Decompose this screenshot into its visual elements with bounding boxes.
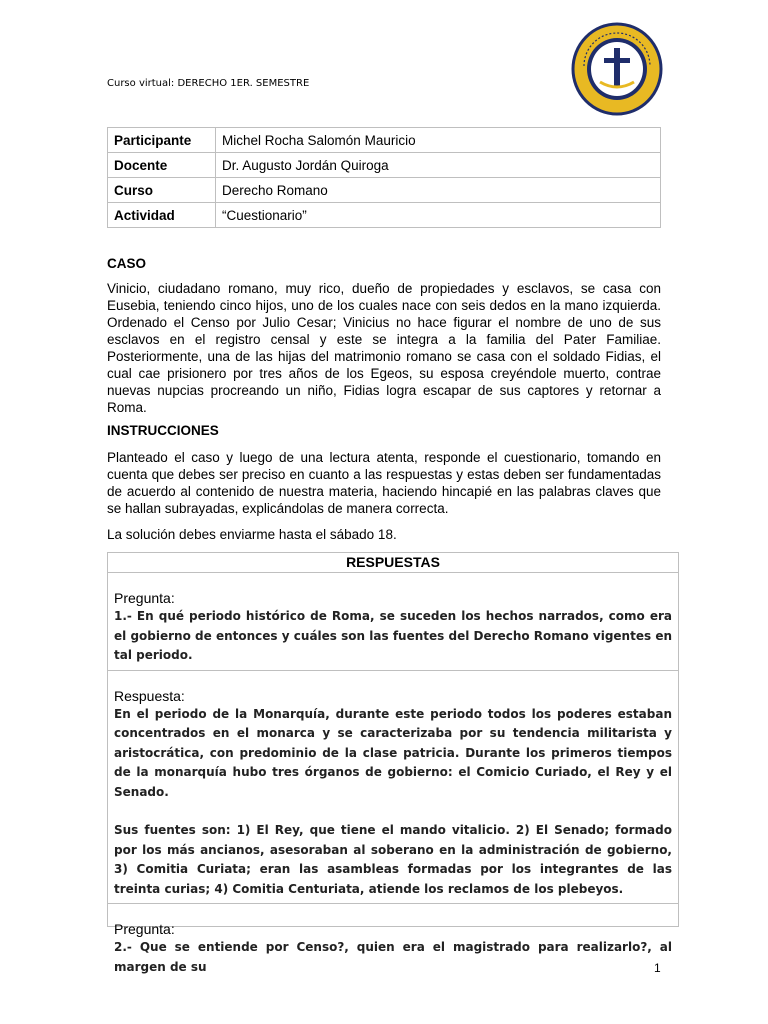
pregunta-cell [108,573,678,671]
caso-heading: CASO [107,256,147,271]
info-row-docente [108,153,661,178]
info-value: Dr. Augusto Jordán Quiroga [216,153,661,178]
university-seal-logo [570,22,664,116]
info-label: Participante [108,128,216,153]
respuesta-label: Respuesta: [114,687,185,704]
instrucciones-heading: INSTRUCCIONES [107,423,219,438]
pregunta-label: Pregunta: [114,590,175,606]
info-label: Docente [108,153,216,178]
page-number: 1 [654,961,661,975]
pregunta-text: 1.- En qué periodo histórico de Roma, se suceden los hechos narrados, como era el gobierno de entonces y cuáles son las fuentes del Derecho Romano vigentes en tal periodo. [114,609,672,662]
respuestas-table [107,552,679,974]
info-row-actividad [108,203,661,228]
participant-info-table [107,127,661,228]
respuesta-paragraph: En el periodo de la Monarquía, durante este periodo todos los poderes estaban concentrados en el monarca y se caracterizaba por su tendencia militarista y aristocrática, con predominio de la clase patricia. Durante los primeros tiempos de la monarquía hubo tres órganos de gobierno: el Comicio Curiado, el Rey y el Senado. [114,706,672,799]
info-value: Michel Rocha Salomón Mauricio [216,128,661,153]
pregunta-text: 2.- Que se entiende por Censo?, quien era el magistrado para realizarlo?, al margen de su [114,940,672,974]
respuesta-paragraph: Sus fuentes son: 1) El Rey, que tiene el mando vitalicio. 2) El Senado; formado por los más ancianos, asesoraban al soberano en la administración de gobierno, 3) Comitia Curiata; eran las asambleas formadas por los integrantes de las treinta curias; 4) Comitia Centuriata, atiende los reclamos de los plebeyos. [114,823,672,896]
info-value: Derecho Romano [216,178,661,203]
info-row-participante [108,128,661,153]
respuesta-cell [108,671,678,905]
info-label: Actividad [108,203,216,228]
info-value: “Cuestionario” [216,203,661,228]
info-row-curso [108,178,661,203]
instrucciones-text: Planteado el caso y luego de una lectura atenta, responde el cuestionario, tomando en cuenta que debes ser preciso en cuanto a las respuestas y estas deben ser fundamentadas de acuerdo al contenido de nuestra materia, haciendo hincapié en las palabras claves que se hallan subrayadas, explicándolas de manera correcta. [107,450,661,516]
pregunta-cell [108,904,678,981]
course-header: Curso virtual: DERECHO 1ER. SEMESTRE [107,78,310,89]
deadline-text: La solución debes enviarme hasta el sábado 18. [107,527,397,542]
caso-text: Vinicio, ciudadano romano, muy rico, dueño de propiedades y esclavos, se casa con Eusebia, teniendo cinco hijos, uno de los cuales nace con seis dedos en la mano izquierda. Ordenado el Censo por Julio Cesar; Vinicius no hace figurar el nombre de uno de sus esclavos en el registro censal y este se integra a la familia del Pater Familiae. Posteriormente, una de las hijas del matrimonio romano se casa con el soldado Fidias, el cual cae prisionero por tres años de los Egeos, su esposa creyéndole muerto, contrae nuevas nupcias procreando un niño, Fidias logra escapar de sus captores y retornar a Roma. [107,281,661,415]
info-label: Curso [108,178,216,203]
respuestas-heading: RESPUESTAS [108,553,678,573]
pregunta-label: Pregunta: [114,921,175,937]
